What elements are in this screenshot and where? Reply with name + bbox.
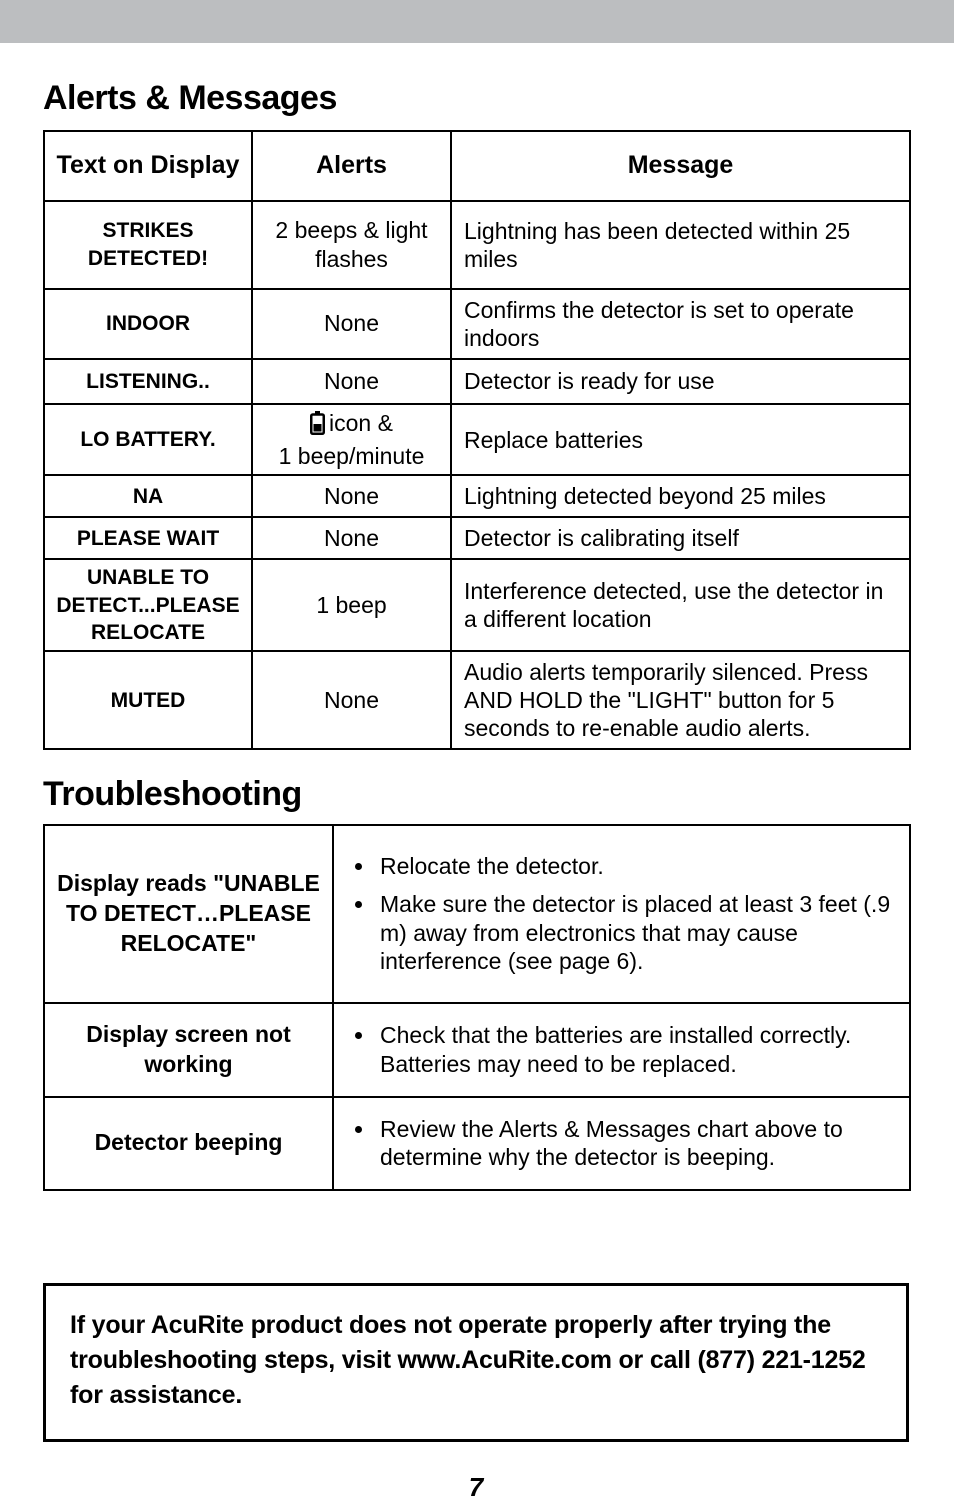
table-row: [44, 404, 910, 476]
table-row: [44, 651, 910, 749]
display-cell: STRIKES DETECTED!: [44, 201, 252, 289]
alerts-messages-table: [43, 130, 911, 751]
table-row: [44, 359, 910, 404]
display-cell: UNABLE TO DETECT...PLEASE RELOCATE: [44, 559, 252, 651]
alerts-cell-line1: icon &: [329, 409, 393, 436]
table-row: [44, 1097, 910, 1191]
message-cell: Replace batteries: [451, 404, 910, 476]
low-battery-icon: [310, 411, 325, 442]
solution-bullet-list: [348, 1021, 895, 1079]
table-row: [44, 559, 910, 651]
problem-cell: Detector beeping: [44, 1097, 333, 1191]
display-cell: INDOOR: [44, 289, 252, 359]
solution-cell: [333, 1097, 910, 1191]
alerts-cell: None: [252, 359, 451, 404]
alerts-cell: [252, 404, 451, 476]
message-cell: Interference detected, use the detector in a different location: [451, 559, 910, 651]
message-cell: Audio alerts temporarily silenced. Press AND HOLD the "LIGHT" button for 5 seconds to re-enable audio alerts.: [451, 651, 910, 749]
display-cell: PLEASE WAIT: [44, 517, 252, 559]
display-cell: MUTED: [44, 651, 252, 749]
alerts-cell-line2: 1 beep/minute: [278, 442, 425, 469]
solution-bullet: • Make sure the detector is placed at least 3 feet (.9 m) away from electronics that may cause interference (see page 6).: [376, 890, 895, 976]
solution-bullet-list: [348, 1115, 895, 1173]
alerts-cell: 1 beep: [252, 559, 451, 651]
header-message: Message: [451, 131, 910, 201]
message-cell: Confirms the detector is set to operate indoors: [451, 289, 910, 359]
solution-bullet: • Relocate the detector.: [376, 852, 895, 881]
solution-cell: [333, 825, 910, 1003]
problem-cell: Display reads "UNABLE TO DETECT…PLEASE RELOCATE": [44, 825, 333, 1003]
solution-cell: [333, 1003, 910, 1097]
alerts-cell: None: [252, 651, 451, 749]
display-cell: NA: [44, 475, 252, 517]
assistance-notice-box: [43, 1283, 909, 1442]
header-text-on-display: Text on Display: [44, 131, 252, 201]
solution-bullet-list: [348, 852, 895, 976]
header-alerts: Alerts: [252, 131, 451, 201]
table-row: [44, 517, 910, 559]
message-cell: Detector is ready for use: [451, 359, 910, 404]
alerts-cell: None: [252, 289, 451, 359]
table-header-row: [44, 131, 910, 201]
top-bar: [0, 0, 954, 43]
table-row: [44, 825, 910, 1003]
problem-cell: Display screen not working: [44, 1003, 333, 1097]
message-cell: Detector is calibrating itself: [451, 517, 910, 559]
solution-bullet: • Check that the batteries are installed correctly. Batteries may need to be replaced.: [376, 1021, 895, 1079]
table-row: [44, 201, 910, 289]
message-cell: Lightning has been detected within 25 miles: [451, 201, 910, 289]
table-row: [44, 289, 910, 359]
table-row: [44, 1003, 910, 1097]
alerts-cell: None: [252, 475, 451, 517]
page-content: [0, 81, 954, 1503]
assistance-notice-text: If your AcuRite product does not operate properly after trying the troubleshooting steps, visit www.AcuRite.com or call (877) 221-1252 for assistance.: [70, 1311, 866, 1410]
display-cell: LISTENING..: [44, 359, 252, 404]
alerts-cell: 2 beeps & light flashes: [252, 201, 451, 289]
alerts-cell: None: [252, 517, 451, 559]
display-cell: LO BATTERY.: [44, 404, 252, 476]
troubleshooting-table: [43, 824, 911, 1191]
table-row: [44, 475, 910, 517]
troubleshooting-section-title: Troubleshooting: [43, 775, 302, 814]
page-number: 7: [468, 1472, 484, 1503]
message-cell: Lightning detected beyond 25 miles: [451, 475, 910, 517]
solution-bullet: • Review the Alerts & Messages chart above to determine why the detector is beeping.: [376, 1115, 895, 1173]
alerts-section-title: Alerts & Messages: [43, 79, 337, 117]
